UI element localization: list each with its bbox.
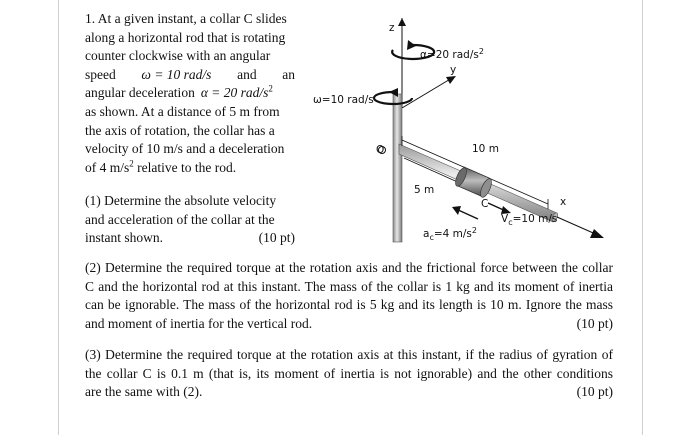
distance-label: 5 m bbox=[414, 184, 435, 196]
alpha-label: α=20 rad/$s^2$ bbox=[420, 47, 484, 61]
question-line: can be ignorable. The mass of the horizontal rod is 5 kg and its length is 10 m. Ignore the mass bbox=[85, 297, 613, 313]
alpha-arrowhead bbox=[407, 40, 416, 50]
origin-label: O bbox=[376, 144, 385, 156]
collar-label: C bbox=[481, 198, 489, 210]
acceleration-label: $a_c=4$ $m/s^2$ bbox=[423, 226, 477, 242]
z-axis-label: z bbox=[389, 22, 395, 34]
points-label: (10 pt) bbox=[258, 230, 295, 246]
intro-line: of 4 $m/s^2$ relative to the rod. bbox=[85, 158, 237, 175]
question-3 bbox=[85, 346, 613, 402]
y-axis-label: y bbox=[450, 64, 457, 76]
velocity-label: $V_c=10$ m/s bbox=[501, 213, 558, 227]
question-2 bbox=[85, 259, 613, 333]
x-axis-arrowhead bbox=[590, 229, 604, 238]
z-axis-arrowhead bbox=[398, 18, 406, 26]
question-line: (2) Determine the required torque at the rotation axis and the frictional force between the collar bbox=[85, 260, 613, 275]
intro-line: the axis of rotation, the collar has a bbox=[85, 122, 275, 138]
y-axis bbox=[402, 78, 452, 108]
intro-line: velocity of 10 m/s and a deceleration bbox=[85, 141, 285, 157]
intro-line: along a horizontal rod that is rotating bbox=[85, 29, 286, 45]
deceleration-line: angular deceleration α = 20 rad/$s^2$ bbox=[85, 84, 295, 103]
intro-line: counter clockwise with an angular bbox=[85, 48, 271, 64]
alpha-expression: α = 20 rad/$s^2$ bbox=[200, 83, 273, 101]
question-line: are the same with (2). bbox=[85, 384, 203, 400]
vertical-rod bbox=[393, 94, 402, 242]
speed-line: speed ω = 10 rad/s and an bbox=[85, 66, 295, 85]
omega-expression: ω = 10 rad/s bbox=[141, 66, 212, 82]
y-axis-arrowhead bbox=[446, 76, 456, 84]
omega-label: ω=10 rad/s bbox=[313, 94, 374, 106]
length-label: 10 m bbox=[472, 143, 499, 155]
question-line: (1) Determine the absolute velocity bbox=[85, 193, 277, 208]
x-axis-label: x bbox=[560, 196, 567, 208]
points-label: (10 pt) bbox=[576, 315, 613, 331]
intro-line: as shown. At a distance of 5 m from bbox=[85, 103, 280, 119]
intro-line: 1. At a given instant, a collar C slides bbox=[85, 11, 287, 26]
question-line: instant shown. bbox=[85, 230, 164, 246]
question-line: and moment of inertia for the vertical rod. bbox=[85, 315, 313, 331]
question-line: C and the horizontal rod at this instant. The mass of the collar is 1 kg and its moment of inertia bbox=[85, 278, 613, 294]
question-line: the collar C is 0.1 m (that is, its moment of inertia is not ignorable) and the other conditions bbox=[85, 365, 613, 381]
points-label: (10 pt) bbox=[576, 384, 613, 400]
question-line: and acceleration of the collar at the bbox=[85, 211, 275, 227]
question-line: (3) Determine the required torque at the rotation axis at this instant, if the radius of gyration of bbox=[85, 347, 613, 362]
